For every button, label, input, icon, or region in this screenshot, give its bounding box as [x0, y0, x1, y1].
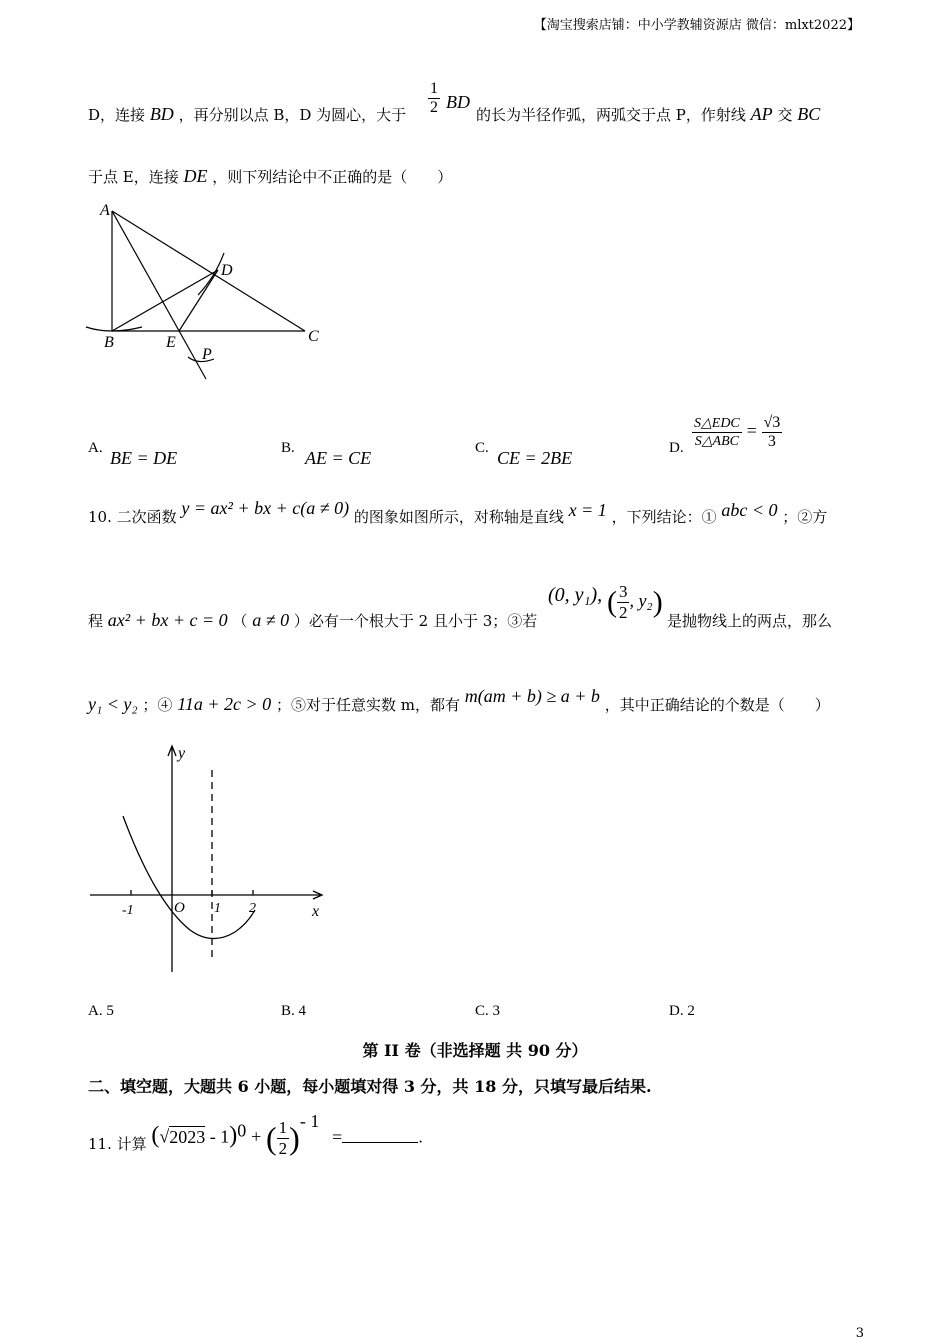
- q10-l2-a: 程: [88, 612, 104, 630]
- q9-line1: [88, 104, 406, 125]
- graph-label-minus-1: -1: [122, 903, 134, 918]
- q10-option-c: C. 3: [475, 1003, 501, 1019]
- q11-frac-num: 1: [278, 1118, 288, 1137]
- q10-func: y = ax² + bx + c(a ≠ 0): [181, 498, 350, 518]
- q9-line2-b: ，则下列结论中不正确的是（ ）: [212, 168, 453, 186]
- q9-text-c: 的长为半径作弧，两弧交于点 P，作射线: [476, 106, 746, 124]
- q11-exp-zero: 0: [237, 1120, 247, 1141]
- q10-equation: ax² + bx + c = 0: [107, 610, 228, 630]
- q9-half-bd: BD: [446, 92, 470, 112]
- q11-radicand: 2023: [169, 1126, 206, 1147]
- q9-text-a: D，连接: [88, 106, 146, 124]
- q10-axis: x = 1: [568, 500, 607, 520]
- q9-option-b-label: B.: [281, 440, 295, 456]
- q11-paren-close: ): [229, 1122, 238, 1149]
- q9-text-b: ，再分别以点 B，D 为圆心，大于: [178, 106, 407, 124]
- q11-equals: =: [332, 1126, 343, 1147]
- q11-label: 11. 计算: [88, 1134, 147, 1153]
- q9-option-d-den: S△ABC: [694, 434, 739, 449]
- q11-end: .: [418, 1128, 424, 1147]
- q10-text-3: ；②方: [782, 508, 828, 526]
- q10-parabola-graph: [85, 740, 335, 980]
- q10-line1: [88, 498, 828, 527]
- q9-triangle-figure: [80, 195, 340, 385]
- segment-bd: [112, 270, 218, 331]
- graph-label-1: 1: [214, 901, 221, 916]
- q10-l2-b: （: [232, 612, 248, 630]
- q9-option-d-eq: =: [746, 420, 757, 441]
- q9-option-a-label: A.: [88, 440, 103, 456]
- label-c: C: [308, 328, 319, 345]
- ray-ap: [112, 211, 206, 379]
- page-number: 3: [855, 1326, 864, 1341]
- q9-option-c-label: C.: [475, 440, 489, 456]
- q9-option-c-expr: CE = 2BE: [497, 448, 573, 468]
- q9-option-d-rnum: √3: [763, 414, 781, 431]
- q11-sqrt-sign: √: [159, 1126, 170, 1147]
- parabola-curve: [123, 816, 255, 939]
- q9-option-d-expr: [692, 414, 782, 451]
- q10-line2: [88, 610, 537, 631]
- q10-l3-c: ，其中正确结论的个数是（ ）: [604, 696, 830, 714]
- q9-bc: BC: [797, 104, 821, 124]
- q11-frac-paren-open: (: [266, 1120, 277, 1156]
- q10-c3: y₁ < y₂: [88, 694, 138, 714]
- q9-line1-c: [476, 104, 820, 125]
- q9-de: DE: [183, 166, 208, 186]
- q10-text-1: 的图象如图所示，对称轴是直线: [353, 508, 564, 526]
- q10-c5: m(am + b) ≥ a + b: [464, 686, 600, 706]
- q9-option-d-label: D.: [669, 440, 684, 456]
- section-2-instructions: 二、填空题，大题共 6 小题，每小题填对得 3 分，共 18 分，只填写最后结果.: [88, 1077, 652, 1096]
- q10-option-a: A. 5: [88, 1003, 114, 1019]
- q10-paren-open: (: [606, 585, 617, 619]
- q10-option-b: B. 4: [281, 1003, 307, 1019]
- q9-option-d-num: S△EDC: [694, 416, 740, 431]
- label-p: P: [202, 346, 212, 363]
- q11-exp-minus-one: - 1: [299, 1110, 320, 1131]
- q9-half-num: 1: [430, 80, 438, 97]
- graph-label-y: y: [178, 745, 186, 762]
- q10-text-2: ，下列结论：①: [611, 508, 717, 526]
- q10-point-2-y: , y₂: [629, 590, 653, 611]
- q10-option-d: D. 2: [669, 1003, 695, 1019]
- q9-half-fraction: [428, 80, 440, 117]
- q11-plus: +: [251, 1126, 262, 1147]
- label-a: A: [100, 202, 110, 219]
- q10-point-2-num: 3: [618, 582, 628, 601]
- q11-line: [88, 1110, 424, 1159]
- q10-points: [548, 582, 663, 623]
- q10-l2-c: ）必有一个根大于 2 且小于 3；③若: [293, 612, 538, 630]
- q11-answer-blank[interactable]: [342, 1128, 418, 1143]
- q10-line3: [88, 686, 830, 715]
- label-d: D: [221, 262, 233, 279]
- segment-ac: [112, 211, 305, 331]
- q10-point-2-den: 2: [618, 603, 628, 622]
- section-2-title: 第 II 卷（非选择题 共 90 分）: [362, 1041, 588, 1060]
- q10-c1: abc < 0: [721, 500, 778, 520]
- q9-half-den: 2: [430, 99, 438, 116]
- graph-label-2: 2: [249, 901, 256, 916]
- q11-paren-open: (: [151, 1122, 160, 1149]
- q10-l2-d: 是抛物线上的两点，那么: [667, 612, 833, 630]
- q10-c4: 11a + 2c > 0: [177, 694, 272, 714]
- label-e: E: [166, 334, 176, 351]
- q9-ap: AP: [750, 104, 773, 124]
- q10-point-1: (0, y₁),: [548, 583, 603, 606]
- q9-option-d-rden: 3: [767, 433, 776, 450]
- q9-option-a-expr: BE = DE: [110, 448, 178, 468]
- graph-label-origin: O: [174, 900, 185, 916]
- q9-line2-a: 于点 E，连接: [88, 168, 179, 186]
- q10-l3-a: ；④: [142, 696, 173, 714]
- q9-option-b-expr: AE = CE: [305, 448, 372, 468]
- graph-label-x: x: [312, 903, 320, 920]
- q11-frac-den: 2: [278, 1139, 288, 1158]
- segment-de: [179, 270, 218, 331]
- q10-cond: a ≠ 0: [252, 610, 290, 630]
- header-note: 【淘宝搜索店铺：中小学教辅资源店 微信：mlxt2022】: [533, 18, 860, 33]
- q11-frac-paren-close: ): [289, 1120, 300, 1156]
- q9-line2: [88, 166, 452, 187]
- q10-number: 10. 二次函数: [88, 508, 177, 526]
- label-b: B: [104, 334, 114, 351]
- q9-bd: BD: [149, 104, 174, 124]
- q11-minus-one: - 1: [205, 1126, 230, 1147]
- q10-paren-close: ): [652, 585, 663, 619]
- q9-jiao: 交: [777, 106, 793, 124]
- q10-l3-b: ；⑤对于任意实数 m，都有: [275, 696, 460, 714]
